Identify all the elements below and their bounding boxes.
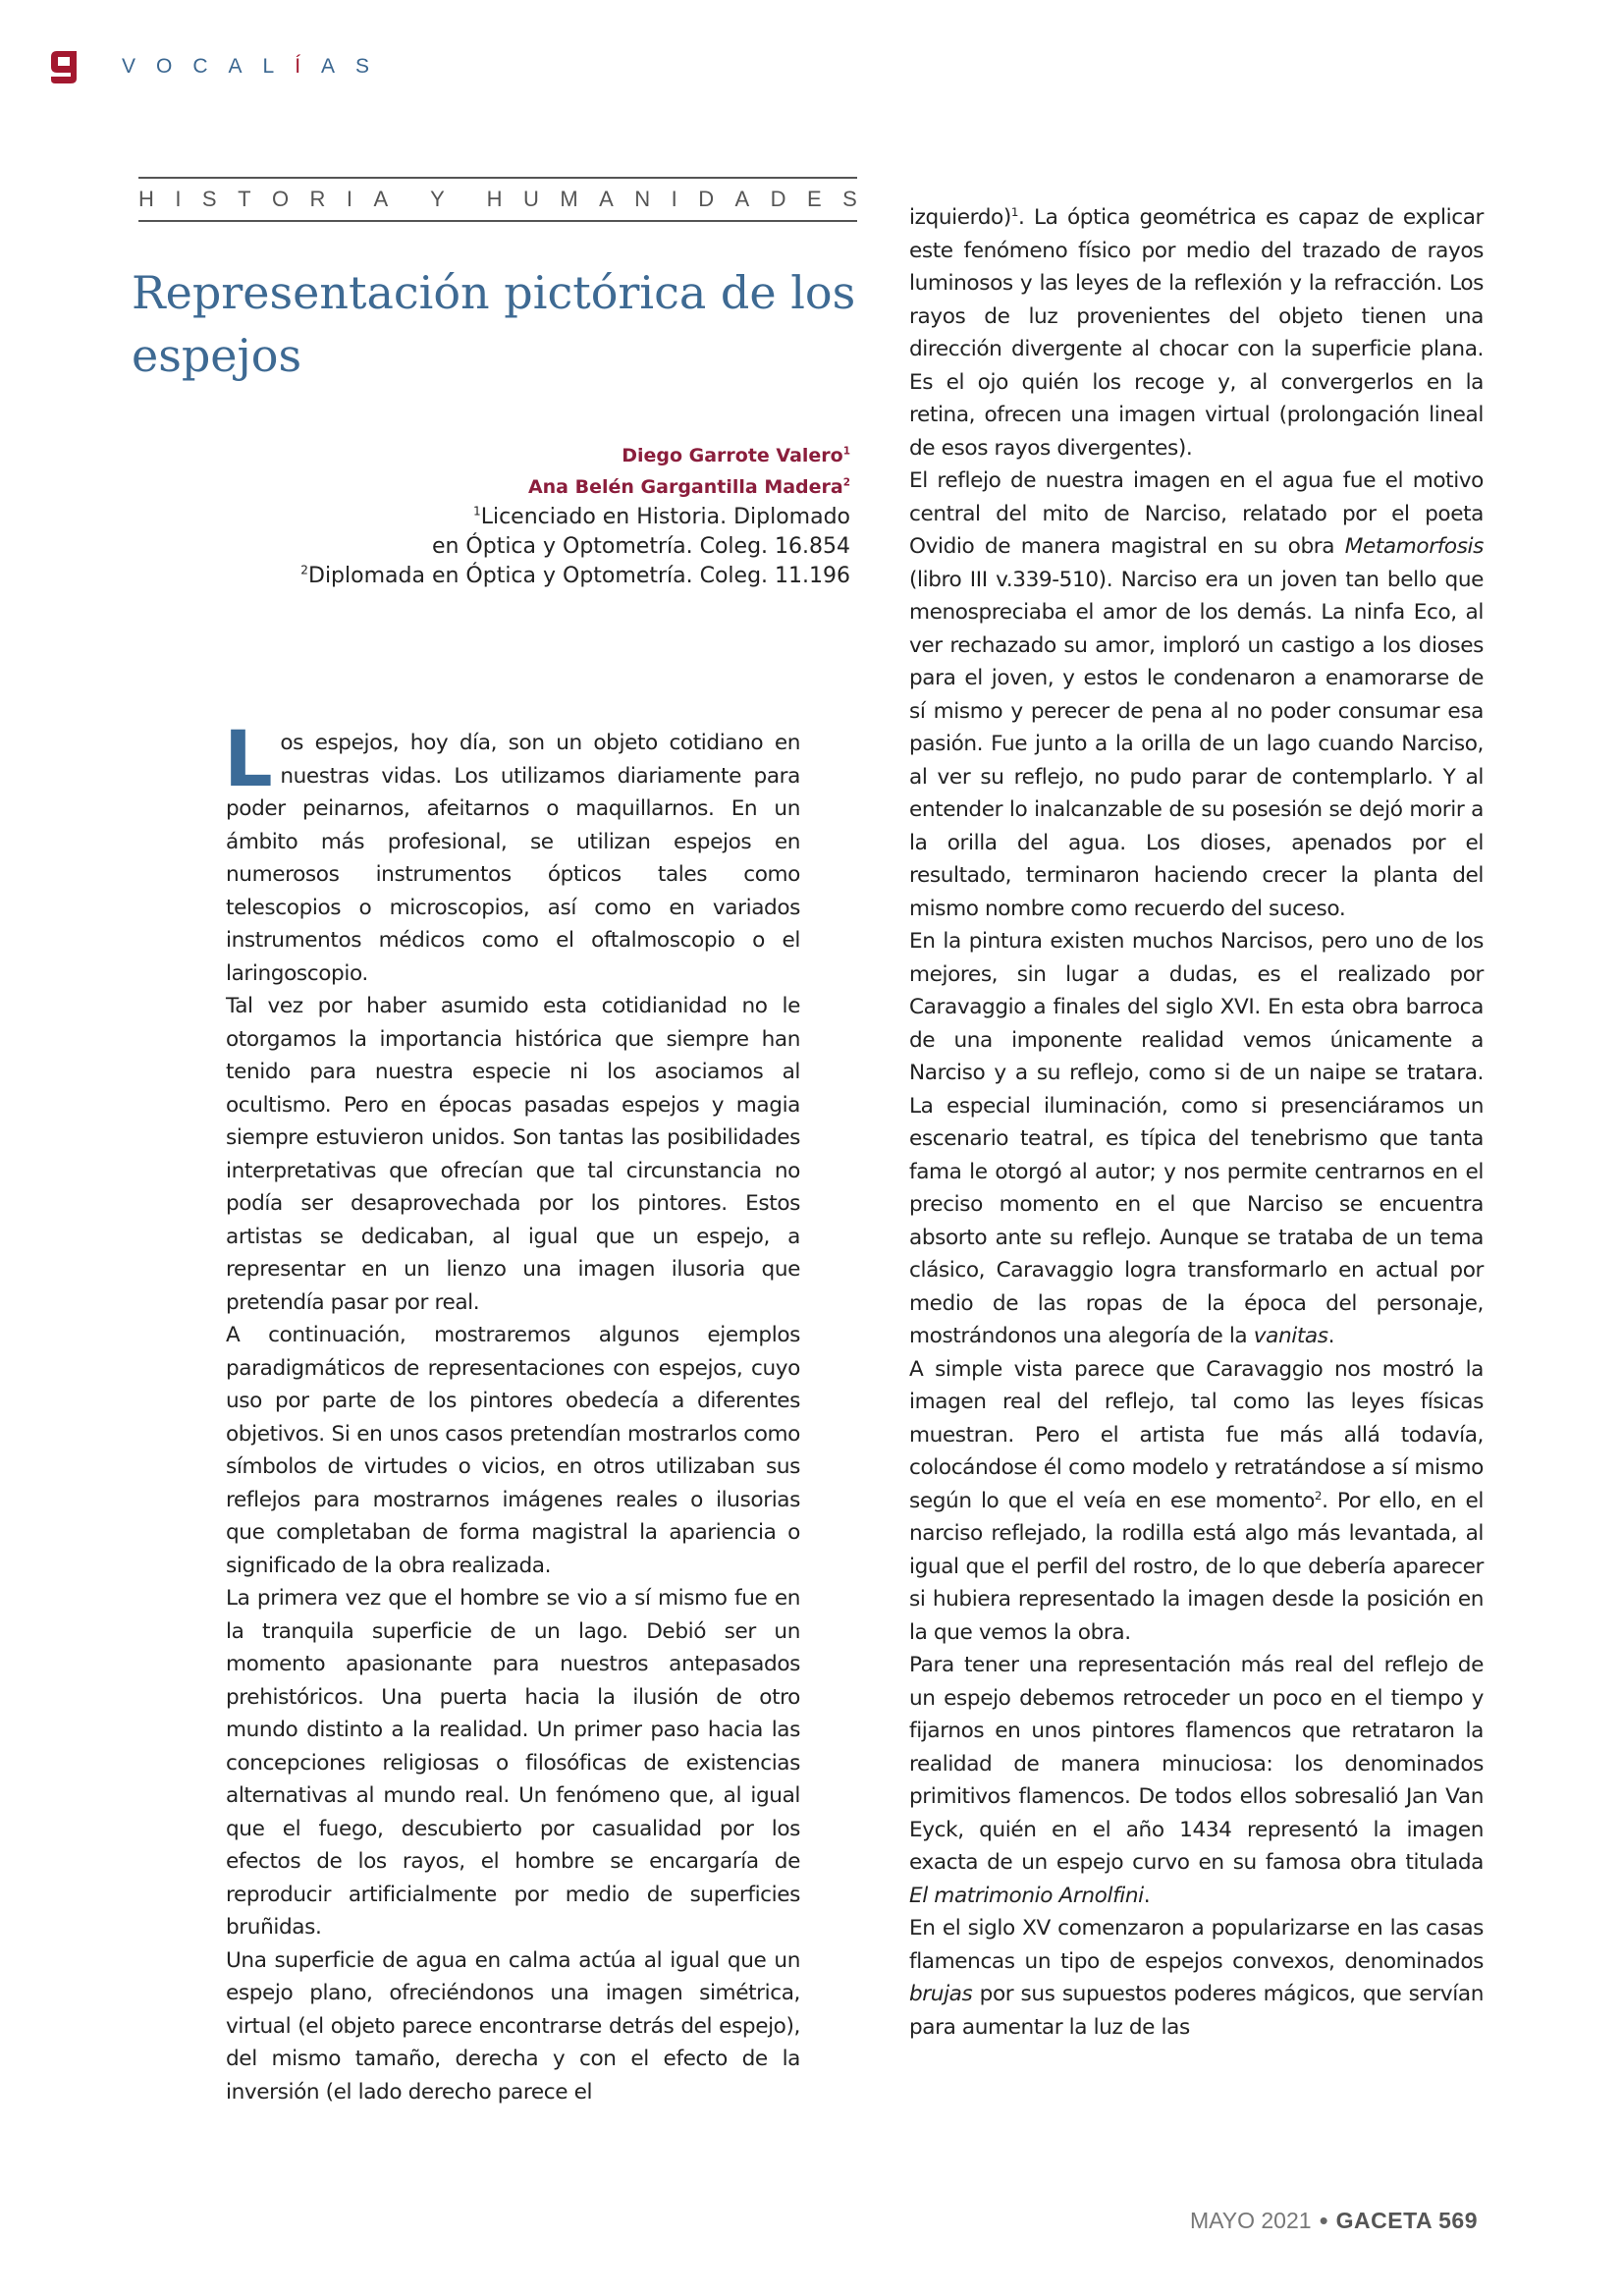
paragraph-text: Para tener una representación más real del reflejo de un espejo debemos retroceder un poco en el tiempo y fijarnos en unos pintores flamencos que retrataron la realidad de manera minuciosa: los denominados primitivos flamencos. De todos ellos sobresalió Jan Van Eyck, quién en el año 1434 representó la imagen exacta de un espejo curvo en su famosa obra titulada: [909, 1653, 1484, 1875]
section-header-letter: N: [634, 187, 651, 211]
author-affiliation: [300, 503, 850, 532]
italic-work-title: vanitas: [1253, 1324, 1328, 1348]
gaceta-g-logo-icon: [49, 49, 79, 84]
body-paragraph: [226, 1319, 800, 1582]
body-paragraph: [224, 716, 800, 990]
paragraph-text: A continuación, mostraremos algunos ejemplos paradigmáticos de representaciones con espejos, cuyo uso por parte de los pintores obedecía a diferentes objetivos. Si en unos casos pretendían mostrarlos como símbolos de virtudes o vicios, en otros utilizaban sus reflejos para mostrarnos imágenes reales o ilusorias que completaban de forma magistral la apariencia o significado de la obra realizada.: [226, 1323, 800, 1578]
paragraph-text: izquierdo): [909, 205, 1011, 230]
affiliation-footnote-mark: 1: [473, 504, 481, 519]
paragraph-text: En el siglo XV comenzaron a popularizarse en las casas flamencas un tipo de espejos convexos, denominados: [909, 1916, 1484, 1974]
body-paragraph: [226, 1582, 800, 1944]
drop-cap: L: [224, 716, 273, 804]
author-footnote-mark: 1: [842, 445, 850, 458]
affiliation-text: Licenciado en Historia. Diplomado: [480, 505, 850, 529]
section-header-letter: R: [309, 187, 326, 211]
section-header-letter: I: [671, 187, 677, 211]
section-header: [138, 177, 857, 222]
body-paragraph: [909, 1649, 1484, 1912]
author-affiliation: [300, 562, 850, 591]
masthead-title: [122, 55, 390, 79]
footnote-reference: 2: [1314, 1488, 1323, 1503]
right-column: [909, 201, 1484, 2044]
section-header-letter: M: [560, 187, 578, 211]
section-header-letter: U: [523, 187, 539, 211]
section-header-letter: A: [373, 187, 389, 211]
body-paragraph: [909, 925, 1484, 1353]
section-header-letter: S: [842, 187, 857, 211]
paragraph-text: El reflejo de nuestra imagen en el agua fue el motivo central del mito de Narciso, relatado por el poeta Ovidio de manera magistral en su obra: [909, 468, 1484, 559]
affiliation-footnote-mark: 2: [300, 563, 308, 577]
paragraph-text: La primera vez que el hombre se vio a sí mismo fue en la tranquila superficie de un lago. Debió ser un momento apasionante para nuestros antepasados prehistóricos. Una puerta hacia la ilusión de otro mundo distinto a la realidad. Un primer paso hacia las concepciones religiosas o filosóficas de existencias alternativas al mundo real. Un fenómeno que, al igual que el fuego, descubierto por casualidad por los efectos de los rayos, el hombre se encargaría de reproducir artificialmente por medio de superficies bruñidas.: [226, 1586, 800, 1940]
section-header-letter: H: [486, 187, 503, 211]
footer-issue: GACETA 569: [1335, 2208, 1478, 2233]
author-footnote-mark: 2: [842, 476, 850, 489]
paragraph-text: Tal vez por haber asumido esta cotidianidad no le otorgamos la importancia histórica que siempre han tenido para nuestra especie ni los asociamos al ocultismo. Pero en épocas pasadas espejos y magia siempre estuvieron unidos. Son tantas las posibilidades interpretativas que ofrecían que tal circunstancia no podía ser desaprovechada por los pintores. Estos artistas se dedicaban, al igual que un espejo, a representar en un lienzo una imagen ilusoria que pretendía pasar por real.: [226, 994, 800, 1315]
author-name: [300, 471, 850, 503]
section-header-letter: D: [770, 187, 786, 211]
italic-work-title: El matrimonio Arnolfini: [909, 1883, 1144, 1908]
section-header-letter: T: [238, 187, 251, 211]
byline: [300, 440, 850, 591]
author-name-text: Diego Garrote Valero: [622, 445, 843, 466]
paragraph-text: .: [1327, 1324, 1335, 1348]
article-title: Representación pictórica de los espejos: [132, 266, 856, 382]
author-affiliation: [300, 532, 850, 562]
author-name: [300, 440, 850, 471]
paragraph-text: A simple vista parece que Caravaggio nos mostró la imagen real del reflejo, tal como las leyes físicas muestran. Pero el artista fue más allá todavía, colocándose él como modelo y retratándose a sí mismo según lo que el veía en ese momento: [909, 1356, 1484, 1513]
section-header-letter: A: [734, 187, 750, 211]
body-paragraph: [909, 1353, 1484, 1650]
author-name-text: Ana Belén Gargantilla Madera: [527, 476, 843, 498]
footer-separator: •: [1319, 2206, 1328, 2235]
section-header-letter: A: [599, 187, 614, 211]
body-paragraph: [909, 465, 1484, 925]
page-footer: [1190, 2206, 1478, 2236]
paragraph-text: os espejos, hoy día, son un objeto cotidiano en nuestras vidas. Los utilizamos diariamente para poder peinarnos, afeitarnos o maquillarnos. En un ámbito más profesional, se utilizan espejos en numerosos instrumentos ópticos tales como telescopios o microscopios, así como en variados instrumentos médicos como el oftalmoscopio o el laringoscopio.: [226, 731, 800, 986]
paragraph-text: En la pintura existen muchos Narcisos, pero uno de los mejores, sin lugar a dudas, es el realizado por Caravaggio a finales del siglo XVI. En esta obra barroca de una imponente realidad vemos únicamente a Narciso y a su reflejo, como si de un naipe se tratara. La especial iluminación, como si presenciáramos un escenario teatral, es típica del tenebrismo que tanta fama le otorgó al autor; y nos permite centrarnos en el preciso momento en el que Narciso se encuentra absorto ante su reflejo. Aunque se trataba de un tema clásico, Caravaggio logra transformarlo en actual por medio de las ropas de la época del personaje, mostrándonos una alegoría de la: [909, 929, 1484, 1348]
masthead-title-start: VOCAL: [122, 55, 296, 78]
paragraph-text: .: [1143, 1883, 1151, 1908]
paragraph-text: Una superficie de agua en calma actúa al igual que un espejo plano, ofreciéndonos una imagen simétrica, virtual (el objeto parece encontrarse detrás del espejo), del mismo tamaño, derecha y con el efecto de la inversión (el lado derecho parece el: [226, 1947, 800, 2105]
affiliation-text: Diplomada en Óptica y Optometría. Coleg. 11.196: [308, 564, 850, 588]
section-header-letter: H: [138, 187, 154, 211]
section-header-letter: E: [807, 187, 822, 211]
body-paragraph: [909, 201, 1484, 465]
section-header-letter: I: [175, 187, 182, 211]
section-header-letter: O: [271, 187, 290, 211]
body-paragraph: [226, 1944, 800, 2109]
paragraph-text: . La óptica geométrica es capaz de explicar este fenómeno físico por medio del trazado de rayos luminosos y las leyes de la reflexión y la refracción. Los rayos de luz provenientes del objeto tienen una dirección divergente al chocar con la superficie plana. Es el ojo quién los recoge y, al convergerlos en la retina, ofrecen una imagen virtual (prolongación lineal de esos rayos divergentes).: [909, 205, 1484, 461]
section-header-letter: Y: [430, 187, 445, 211]
left-column: [224, 716, 800, 2108]
affiliation-text: en Óptica y Optometría. Coleg. 16.854: [431, 534, 850, 559]
masthead-title-accent: Í: [295, 55, 322, 78]
paragraph-text: (libro III v.339-510). Narciso era un joven tan bello que menospreciaba el amor de los demás. La ninfa Eco, al ver rechazado su amor, imploró un castigo a los dioses para el joven, y estos le condenaron a enamorarse de sí mismo y perecer de pena al no poder consumar esa pasión. Fue junto a la orilla de un lago cuando Narciso, al ver su reflejo, no pudo parar de contemplarlo. Y al entender lo inalcanzable de su posesión se dejó morir a la orilla del agua. Los dioses, apenados por el resultado, terminaron haciendo crecer la planta del mismo nombre como recuerdo del suceso.: [909, 567, 1484, 921]
italic-work-title: brujas: [909, 1982, 973, 2006]
body-paragraph: [909, 1912, 1484, 2044]
paragraph-text: por sus supuestos poderes mágicos, que servían para aumentar la luz de las: [909, 1982, 1484, 2040]
italic-work-title: Metamorfosis: [1344, 534, 1484, 559]
masthead: [49, 47, 390, 86]
body-paragraph: [226, 990, 800, 1319]
paragraph-text: . Por ello, en el narciso reflejado, la rodilla está algo más levantada, al igual que el perfil del rostro, de lo que debería aparecer si hubiera representado la imagen desde la posición en la que vemos la obra.: [909, 1488, 1484, 1645]
section-header-letter: S: [201, 187, 217, 211]
footer-date: MAYO 2021: [1189, 2208, 1312, 2233]
section-header-letter: D: [698, 187, 715, 211]
footnote-reference: 1: [1010, 204, 1019, 219]
masthead-title-end: AS: [321, 55, 391, 78]
section-header-letter: I: [346, 187, 353, 211]
